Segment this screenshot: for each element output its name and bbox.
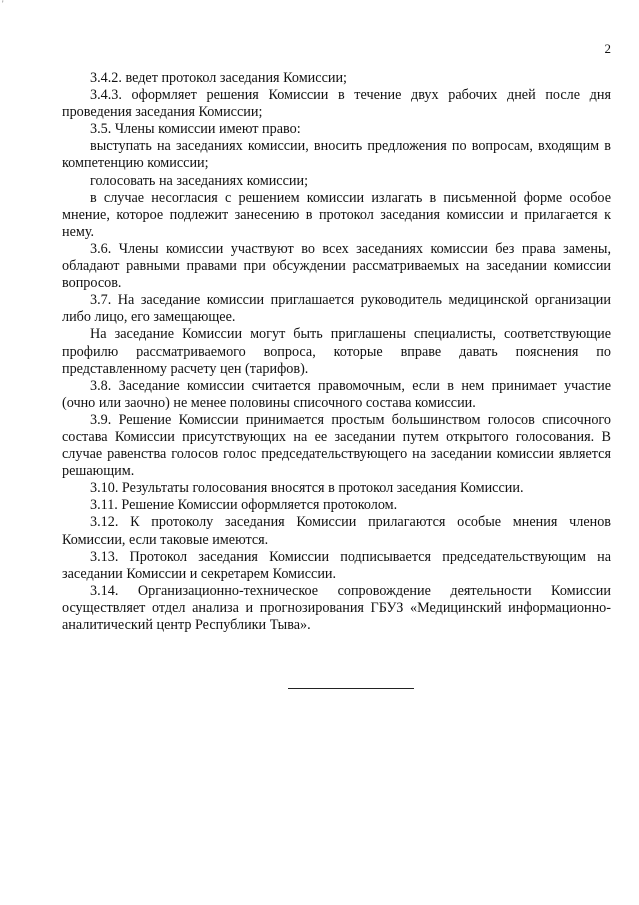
paragraph-3-5-right-dissent: в случае несогласия с решением комиссии излагать в письменной форме особое мнение, которое подлежит занесению в протокол заседания комиссии и прилагается к нему. — [62, 189, 611, 240]
paragraph-3-8: 3.8. Заседание комиссии считается правомочным, если в нем принимает участие (очно или заочно) не менее половины списочного состава комиссии. — [62, 377, 611, 411]
paragraph-3-4-3: 3.4.3. оформляет решения Комиссии в течение двух рабочих дней после дня проведения заседания Комиссии; — [62, 87, 611, 121]
paragraph-3-4-2: 3.4.2. ведет протокол заседания Комиссии; — [90, 70, 347, 86]
paragraph-3-9: 3.9. Решение Комиссии принимается простым большинством голосов списочного состава Комиссии присутствующих на ее заседании путем открытого голосования. В случае равенства голосов голос председательствующего на заседании комиссии является решающим. — [62, 411, 611, 480]
paragraph-3-5-right-speak: выступать на заседаниях комиссии, вносить предложения по вопросам, входящим в компетенцию комиссии; — [62, 138, 611, 172]
paragraph-3-6: 3.6. Члены комиссии участвуют во всех заседаниях комиссии без права замены, обладают равными правами при обсуждении рассматриваемых на заседании комиссии вопросов. — [62, 240, 611, 292]
paragraph-3-5-right-vote: голосовать на заседаниях комиссии; — [90, 172, 309, 189]
corner-mark: ' — [2, 0, 4, 9]
document-body — [62, 70, 611, 634]
paragraph-3-10: 3.10. Результаты голосования вносятся в протокол заседания Комиссии. — [90, 480, 524, 497]
paragraph-3-5: 3.5. Члены комиссии имеют право: — [90, 121, 301, 138]
paragraph-3-11: 3.11. Решение Комиссии оформляется протоколом. — [90, 497, 398, 514]
paragraph-3-7-specialists: На заседание Комиссии могут быть приглашены специалисты, соответствующие профилю рассматриваемого вопроса, которые вправе давать пояснения по представленному расчету цен (тарифов). — [62, 326, 611, 377]
paragraph-3-13: 3.13. Протокол заседания Комиссии подписывается председательствующим на заседании Комиссии и секретарем Комиссии. — [62, 548, 611, 582]
paragraph-3-7: 3.7. На заседание комиссии приглашается руководитель медицинской организации либо лицо, его замещающее. — [62, 292, 611, 326]
page-number: 2 — [604, 41, 611, 56]
end-separator-line — [288, 688, 414, 689]
paragraph-3-12: 3.12. К протоколу заседания Комиссии прилагаются особые мнения членов Комиссии, если таковые имеются. — [62, 514, 611, 548]
paragraph-3-14: 3.14. Организационно-техническое сопровождение деятельности Комиссии осуществляет отдел анализа и прогнозирования ГБУЗ «Медицинский информационно-аналитический центр Республики Тыва». — [62, 582, 611, 633]
